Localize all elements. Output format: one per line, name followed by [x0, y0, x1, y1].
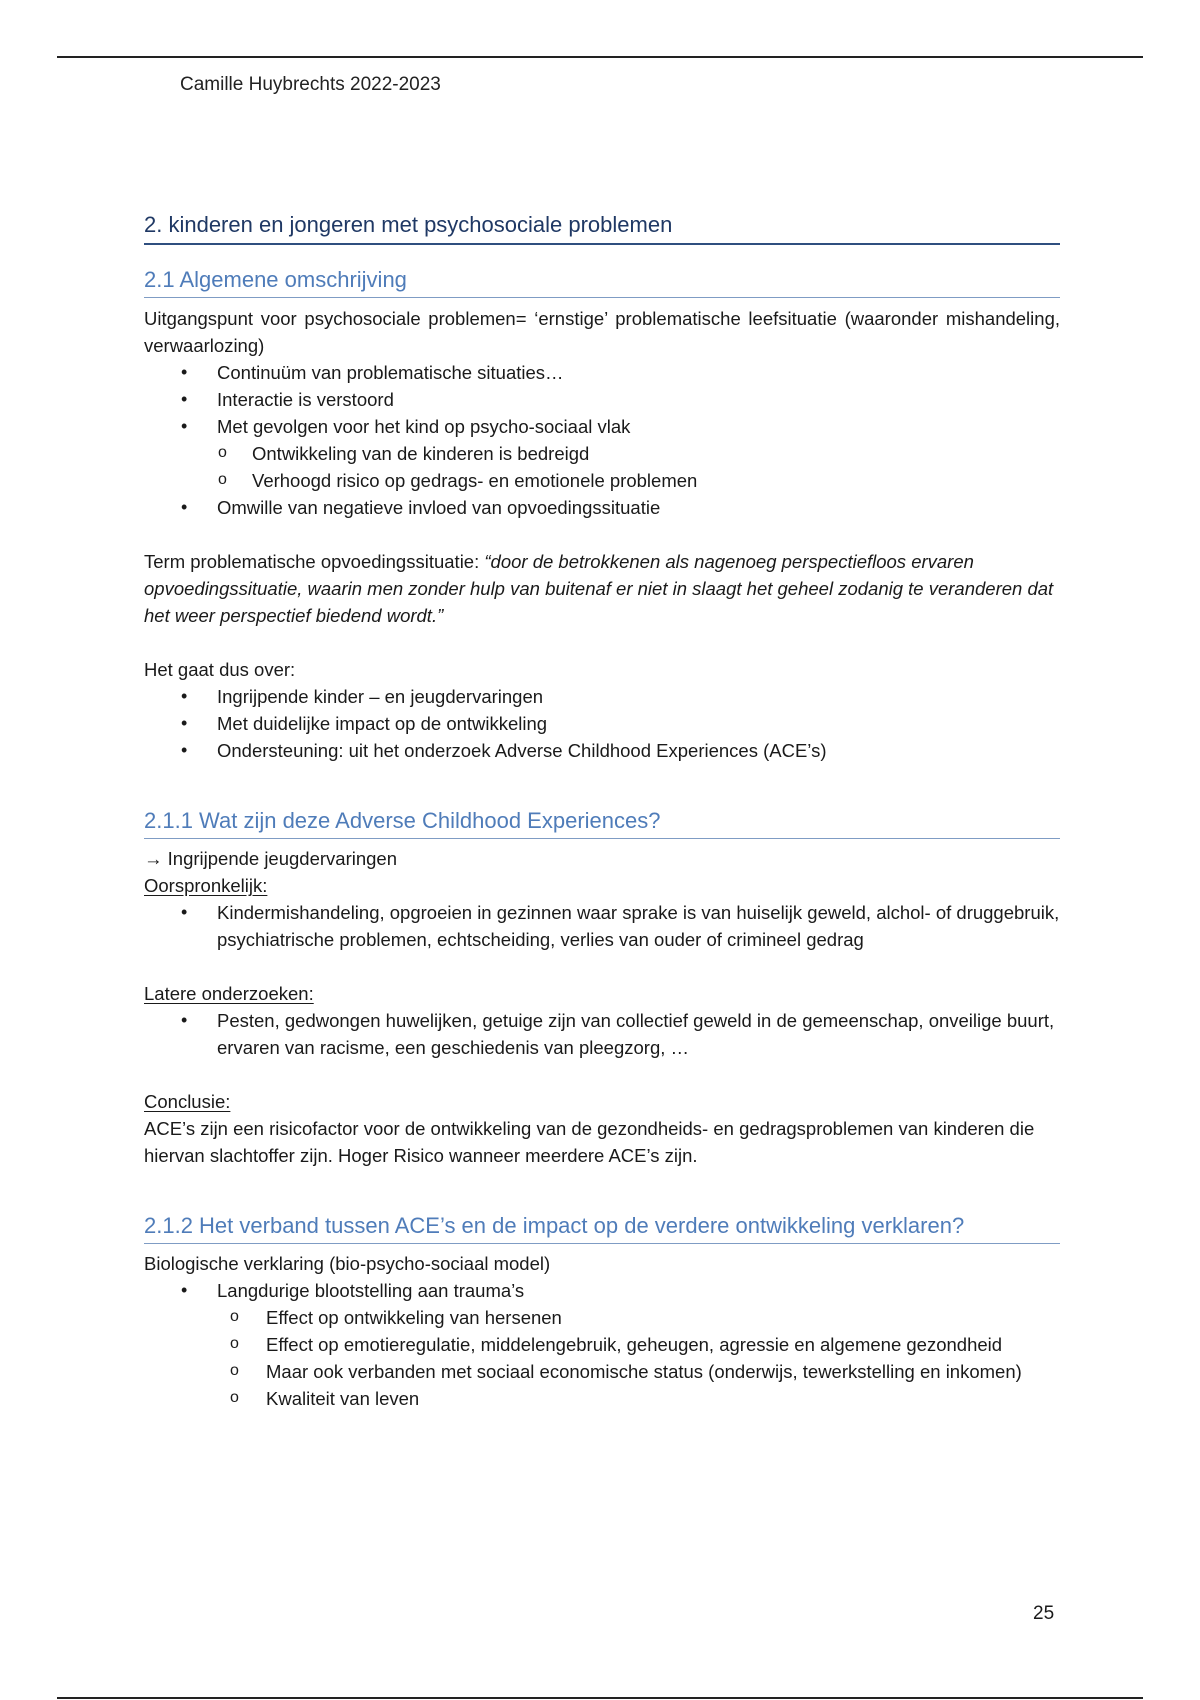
arrow-line: → Ingrijpende jeugdervaringen — [144, 848, 398, 869]
sub-list-5 — [144, 1304, 1060, 1412]
list-item: o Effect op emotieregulatie, middelengebruik, geheugen, agressie en algemene gezondheid — [144, 1331, 1060, 1358]
list-item: • Met gevolgen voor het kind op psycho-sociaal vlak — [144, 413, 1060, 440]
term-label: Term problematische opvoedingssituatie: — [144, 551, 485, 572]
list-item: • Continuüm van problematische situaties… — [144, 359, 1060, 386]
page-body — [144, 210, 1060, 1412]
bullet-list-2 — [144, 683, 1060, 764]
conclusie-label: Conclusie: — [144, 1091, 231, 1112]
list-item: • Ingrijpende kinder – en jeugdervaringen — [144, 683, 1060, 710]
sub-list-1 — [144, 440, 1060, 494]
list-item: • Met duidelijke impact op de ontwikkeling — [144, 710, 1060, 737]
bullet-list-1b — [144, 494, 1060, 521]
section-2-1-2-heading: 2.1.2 Het verband tussen ACE’s en de impact op de verdere ontwikkeling verklaren? — [144, 1211, 1060, 1244]
list-item: • Ondersteuning: uit het onderzoek Adverse Childhood Experiences (ACE’s) — [144, 737, 1060, 764]
list-item: • Omwille van negatieve invloed van opvoedingssituatie — [144, 494, 1060, 521]
gaat-over-text: Het gaat dus over: — [144, 659, 296, 680]
list-item: o Maar ook verbanden met sociaal economische status (onderwijs, tewerkstelling en inkomen) — [144, 1358, 1060, 1385]
list-item: o Ontwikkeling van de kinderen is bedreigd — [144, 440, 1060, 467]
bullet-list-1 — [144, 359, 1060, 440]
bullet-list-4 — [144, 1007, 1060, 1061]
bullet-list-3 — [144, 899, 1060, 953]
section-2-1-1-heading: 2.1.1 Wat zijn deze Adverse Childhood Experiences? — [144, 806, 1060, 839]
section-2-1-heading: 2.1 Algemene omschrijving — [144, 265, 1060, 298]
biologische-verklaring: Biologische verklaring (bio-psycho-sociaal model) — [144, 1253, 551, 1274]
intro-paragraph: Uitgangspunt voor psychosociale problemen= ‘ernstige’ problematische leefsituatie (waaronder mishandeling, verwaarlozing) — [144, 308, 1060, 356]
section-2-heading: 2. kinderen en jongeren met psychosociale problemen — [144, 210, 1060, 245]
term-quote: “door de betrokkenen als nagenoeg perspectiefloos ervaren opvoedingssituatie, waarin men zonder hulp van buitenaf er niet in slaagt het geheel zodanig te veranderen dat het weer perspectief biedend wordt.” — [144, 551, 1054, 626]
header-rule — [57, 56, 1143, 58]
list-item: • Kindermishandeling, opgroeien in gezinnen waar sprake is van huiselijk geweld, alchol- of druggebruik, psychiatrische problemen, echtscheiding, verlies van ouder of crimineel gedrag — [144, 899, 1060, 953]
list-item: o Effect op ontwikkeling van hersenen — [144, 1304, 1060, 1331]
bullet-list-5 — [144, 1277, 1060, 1304]
list-item: • Langdurige blootstelling aan trauma’s — [144, 1277, 1060, 1304]
list-item: • Pesten, gedwongen huwelijken, getuige zijn van collectief geweld in de gemeenschap, onveilige buurt, ervaren van racisme, een geschiedenis van pleegzorg, … — [144, 1007, 1060, 1061]
footer-rule — [57, 1697, 1143, 1699]
oorspronkelijk-label: Oorspronkelijk: — [144, 875, 268, 896]
term-definition — [144, 548, 1060, 629]
page-number: 25 — [1033, 1603, 1055, 1624]
list-item: • Interactie is verstoord — [144, 386, 1060, 413]
list-item: o Kwaliteit van leven — [144, 1385, 1060, 1412]
page-header: Camille Huybrechts 2022-2023 — [180, 74, 441, 95]
latere-onderzoeken-label: Latere onderzoeken: — [144, 983, 314, 1004]
list-item: o Verhoogd risico op gedrags- en emotionele problemen — [144, 467, 1060, 494]
conclusie-text: ACE’s zijn een risicofactor voor de ontwikkeling van de gezondheids- en gedragsproblemen van kinderen die hiervan slachtoffer zijn. Hoger Risico wanneer meerdere ACE’s zijn. — [144, 1118, 1035, 1166]
